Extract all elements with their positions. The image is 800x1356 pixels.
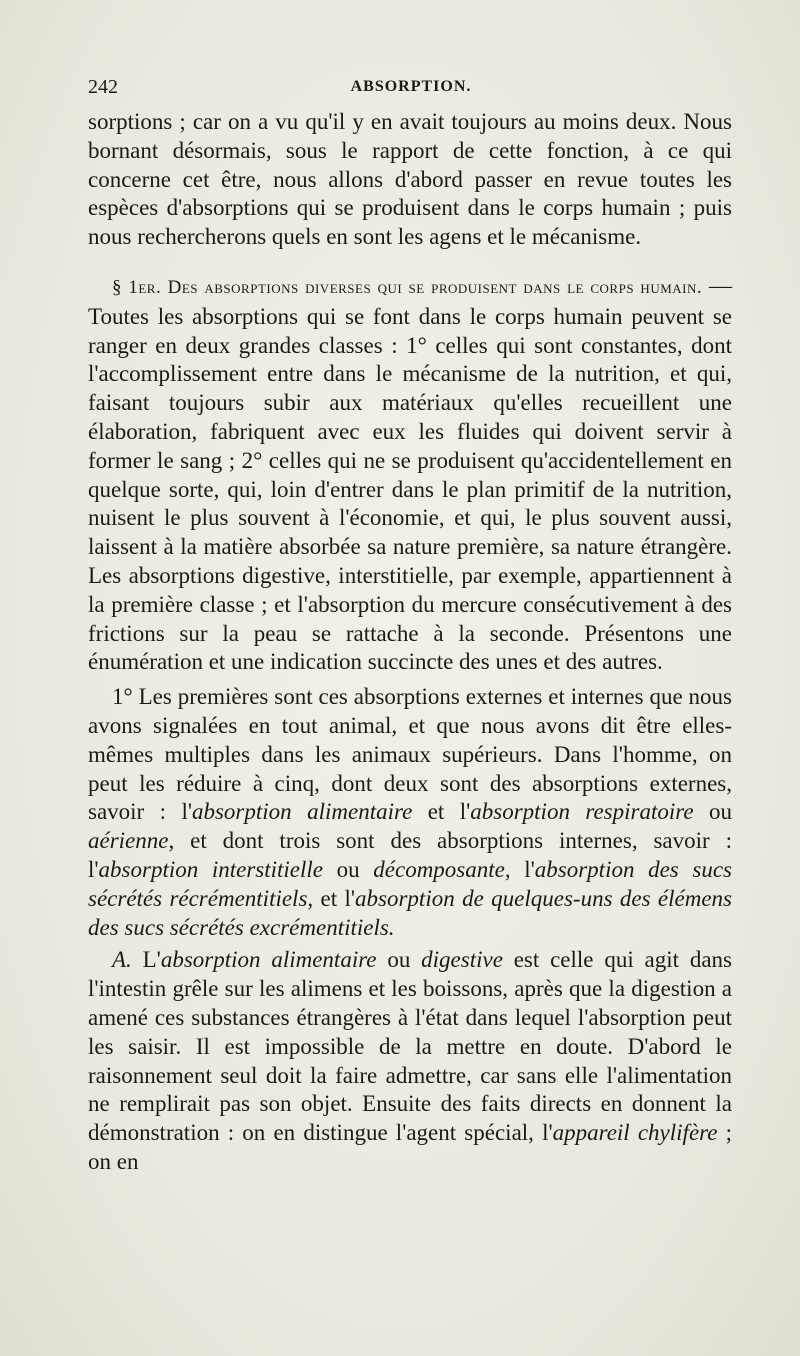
text-run: est celle qui agit dans l'intestin grêle sur les alimens et les boissons, après que la digestion a amené ces substances étrangères à l'état dans lequel l'absorption peut les saisir. Il est impossible de la mettre en doute. D'abord le raisonnement seul doit la faire admettre, car sans elle l'alimentation ne remplirait pas son objet. Ensuite des faits directs en donnent la démonstration : on en distingue l'agent spécial, l' [88,947,732,1146]
page-header [88,76,734,104]
term-digestive: digestive [421,947,503,973]
item-label-a: A. [112,947,132,973]
term-aerienne: aérienne [88,828,169,854]
term-decomposante: décomposante [373,856,505,882]
paragraph-a [88,946,732,1176]
term-appareil-chylifere: appareil chylifère [552,1120,718,1146]
text-run: ; on en [88,1120,733,1174]
section-text: — Toutes les absorptions qui se font dans le corps humain peuvent se ranger en deux grandes classes : 1° celles qui sont constantes, dont l'accomplissement entre dans le mécanisme de la nutrition, et qui, faisant toujours subir aux matériaux qu'elles recueillent une élaboration, fabriquent avec eux les fluides qui doivent servir à former le sang ; 2° celles qui ne se produisent qu'accidentellement en quelque sorte, qui, loin d'entrer dans le plan primitif de la nutrition, nuisent le plus souvent à l'économie, et qui, le plus souvent aussi, laissent à la matière absorbée sa nature première, sa nature étrangère. Les absorptions digestive, interstitielle, par exemple, appartiennent à la première classe ; et l'absorption du mercure consécutivement à des frictions sur la peau se rattache à la seconde. Présentons une énumération et une indication succincte des unes et des autres. [88,272,732,675]
section-heading: § 1er. Des absorptions diverses qui se produisent dans le corps humain. [112,276,703,298]
text-run: ou [323,856,374,882]
paragraph-enumeration [88,683,732,942]
paragraph-section-1 [88,272,732,677]
text-run: ou [693,799,732,825]
text-run: , et dont trois sont des absorptions internes, savoir : l' [88,828,732,882]
term-absorption-respiratoire: absorption respiratoire [470,799,694,825]
text-run: , l' [504,856,535,882]
term-absorption-alimentaire: absorption alimentaire [191,799,413,825]
text-run: ou [376,947,422,973]
term-sucs-excrementitiels: absorption de quelques-uns des élémens des sucs sécrétés excrémentitiels. [88,885,732,940]
text-run: 1° Les premières sont ces absorptions externes et internes que nous avons signalées en tout animal, et que nous avons dit être elles-mêmes multiples dans les animaux supérieurs. Dans l'homme, on peut les réduire à cinq, dont deux sont des absorptions externes, savoir : l' [88,684,732,825]
body-text [88,108,732,1177]
text-run: et l' [412,799,471,825]
term-absorption-alimentaire: absorption alimentaire [160,947,377,973]
text-run: L' [131,947,161,973]
term-sucs-recrementitiels: absorption des sucs sécrétés récrémentitiels [88,856,732,911]
term-absorption-interstitielle: absorption interstitielle [98,856,324,882]
paragraph-1: sorptions ; car on a vu qu'il y en avait toujours au moins deux. Nous bornant désormais, sous le rapport de cette fonction, à ce qui concerne cet être, nous allons d'abord passer en revue toutes les espèces d'absorptions qui se produisent dans le corps humain ; puis nous rechercherons quels en sont les agens et le mécanisme. [88,109,732,250]
text-run: , et l' [307,885,356,911]
running-title: ABSORPTION. [350,78,472,95]
page-number: 242 [88,76,118,98]
